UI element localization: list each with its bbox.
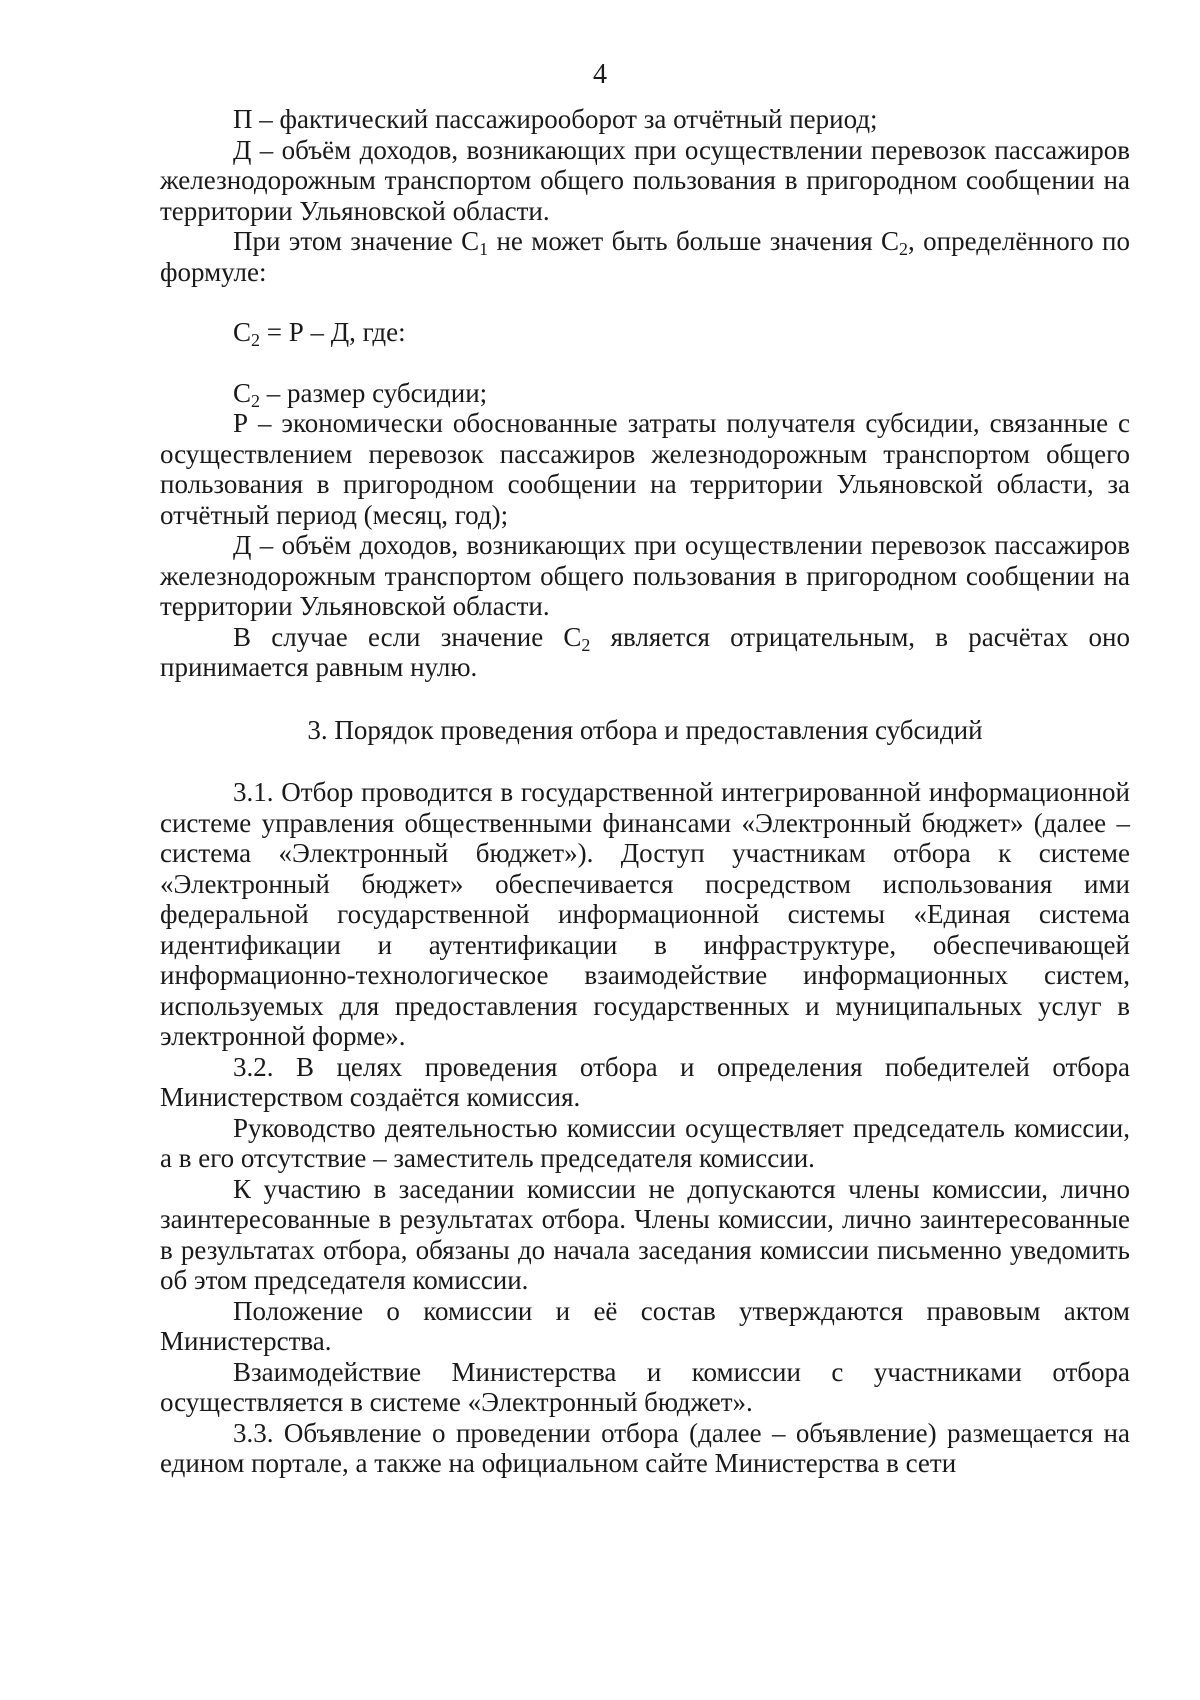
definition-c2-rest: – размер субсидии; (260, 377, 488, 408)
formula-rest: = Р – Д, где: (260, 317, 406, 347)
negative-value-paragraph (160, 622, 1130, 683)
constraint-text-middle: не может быть больше значения С (488, 226, 900, 256)
page-number: 4 (593, 59, 607, 90)
formula-c2 (160, 317, 1130, 348)
commission-statute-paragraph: Положение о комиссии и её состав утверждаются правовым актом Министерства. (160, 1295, 1130, 1356)
c1-subscript: 1 (479, 239, 489, 259)
clause-3-1: 3.1. Отбор проводится в государственной интегрированной информационной системе управления общественными финансами «Электронный бюджет» (далее – система «Электронный бюджет»). Доступ участникам отбора к системе «Электронный бюджет» обеспечивается посредством использования ими федеральной государственной информационной системы «Единая система идентификации и аутентификации в инфраструктуре, обеспечивающей информационно-технологическое взаимодействие информационных систем, используемых для предоставления государственных и муниципальных услуг в электронной форме». (160, 777, 1130, 1051)
definition-d-repeat: Д – объём доходов, возникающих при осуществлении перевозок пассажиров железнодорожным транспортом общего пользования в пригородном сообщении на территории Ульяновской области. (160, 530, 1130, 621)
constraint-text-end: , определённого по формуле: (160, 226, 1130, 287)
clause-3-2: 3.2. В целях проведения отбора и определения победителей отбора Министерством создаётся комиссия. (160, 1051, 1130, 1112)
definition-d: Д – объём доходов, возникающих при осуществлении перевозок пассажиров железнодорожным транспортом общего пользования в пригородном сообщении на территории Ульяновской области. (160, 134, 1130, 226)
negative-value-subscript: 2 (581, 634, 591, 655)
document-body (160, 104, 1130, 1479)
definition-c2-c: С (233, 377, 252, 408)
conflict-of-interest-paragraph: К участию в заседании комиссии не допускаются члены комиссии, лично заинтересованные в результатах отбора. Члены комиссии, лично заинтересованные в результатах отбора, обязаны до начала заседания комиссии письменно уведомить об этом председателя комиссии. (160, 1173, 1130, 1295)
c2-subscript: 2 (899, 239, 909, 259)
constraint-paragraph (160, 226, 1130, 287)
definition-r: Р – экономически обоснованные затраты получателя субсидии, связанные с осуществлением перевозок пассажиров железнодорожным транспортом общего пользования в пригородном сообщении на территории Ульяновской области, за отчётный период (месяц, год); (160, 408, 1130, 530)
definition-c2-subscript: 2 (251, 390, 261, 411)
commission-leadership-paragraph: Руководство деятельностью комиссии осуществляет председатель комиссии, а в его отсутствие – заместитель председателя комиссии. (160, 1112, 1130, 1173)
interaction-paragraph: Взаимодействие Министерства и комиссии с участниками отбора осуществляется в системе «Электронный бюджет». (160, 1356, 1130, 1417)
negative-value-end: является отрицательным, в расчётах оно принимается равным нулю. (160, 621, 1130, 682)
constraint-text-start: При этом значение С (233, 226, 480, 256)
section-heading: 3. Порядок проведения отбора и предоставления субсидий (307, 714, 983, 745)
definition-p: П – фактический пассажирооборот за отчётный период; (233, 104, 878, 134)
formula-subscript: 2 (251, 330, 261, 350)
negative-value-start: В случае если значение С (233, 621, 582, 652)
formula-c: С (233, 317, 252, 347)
clause-3-3: 3.3. Объявление о проведении отбора (далее – объявление) размещается на едином портале, а также на официальном сайте Министерства в сети (160, 1417, 1130, 1478)
definition-c2 (160, 378, 1130, 409)
